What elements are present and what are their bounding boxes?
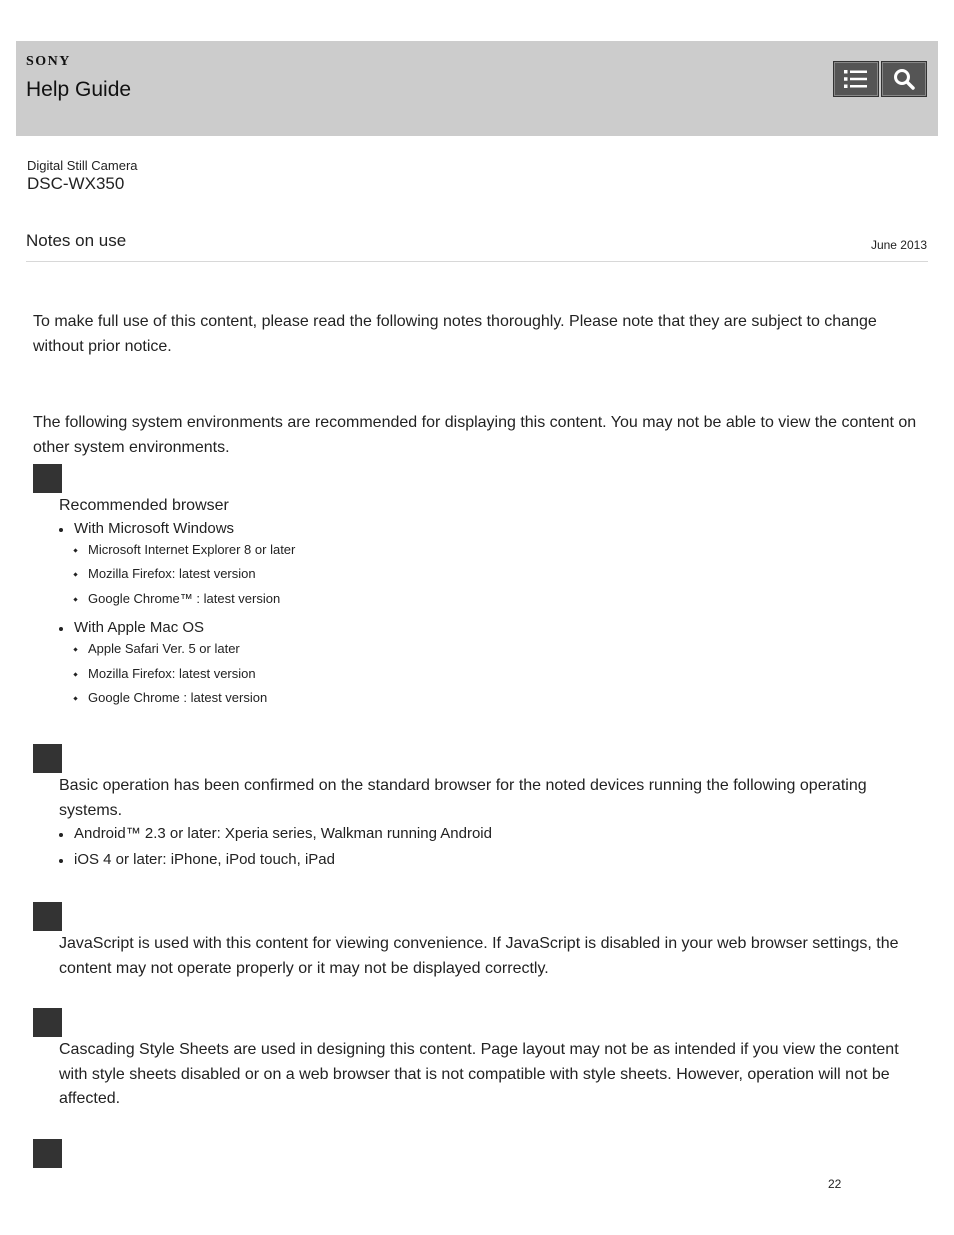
list-item: Google Chrome : latest version — [88, 690, 268, 705]
list-item-ios: iOS 4 or later: iPhone, iPod touch, iPad — [74, 851, 335, 868]
search-button[interactable] — [881, 61, 927, 97]
list-item: Microsoft Internet Explorer 8 or later — [88, 542, 296, 557]
list-item-windows: With Microsoft Windows — [74, 520, 235, 537]
section-marker — [33, 744, 62, 773]
list-item: Apple Safari Ver. 5 or later — [88, 641, 240, 656]
table-of-contents-button[interactable] — [833, 61, 879, 97]
javascript-paragraph: JavaScript is used with this content for viewing convenience. If JavaScript is disabled in your web browser settings, the content may not operate properly or it may not be displayed correctly. — [59, 935, 899, 977]
list-item-android: Android™ 2.3 or later: Xperia series, Walkman running Android — [74, 825, 492, 842]
help-guide-title: Help Guide — [26, 78, 132, 101]
page-title: Notes on use — [26, 231, 127, 250]
section-marker — [33, 1008, 62, 1037]
system-environment-paragraph: The following system environments are recommended for displaying this content. You may not be able to view the content on other system environments. — [33, 414, 917, 456]
browser-heading: Recommended browser — [59, 497, 229, 514]
list-icon — [843, 68, 869, 90]
list-item: Google Chrome™ : latest version — [88, 591, 281, 606]
page-number: 22 — [828, 1177, 842, 1191]
publication-date: June 2013 — [870, 238, 927, 252]
product-category: Digital Still Camera — [27, 158, 138, 173]
mobile-paragraph: Basic operation has been confirmed on the standard browser for the noted devices running the following operating systems. — [59, 777, 867, 819]
section-marker — [33, 464, 62, 493]
product-model: DSC-WX350 — [27, 174, 125, 193]
search-icon — [892, 67, 916, 91]
list-item: Mozilla Firefox: latest version — [88, 566, 256, 581]
title-divider — [26, 261, 928, 262]
intro-paragraph: To make full use of this content, please read the following notes thoroughly. Please note that they are subject to change without prior notice. — [33, 313, 877, 355]
section-marker — [33, 902, 62, 931]
sony-logo: SONY — [26, 54, 71, 69]
section-marker — [33, 1139, 62, 1168]
list-item-mac: With Apple Mac OS — [74, 619, 205, 636]
css-paragraph: Cascading Style Sheets are used in designing this content. Page layout may not be as intended if you view the content with style sheets disabled or on a web browser that is not compatible with style sheets. However, operation will not be affected. — [59, 1041, 899, 1107]
list-item: Mozilla Firefox: latest version — [88, 666, 256, 681]
site-header — [16, 41, 938, 136]
